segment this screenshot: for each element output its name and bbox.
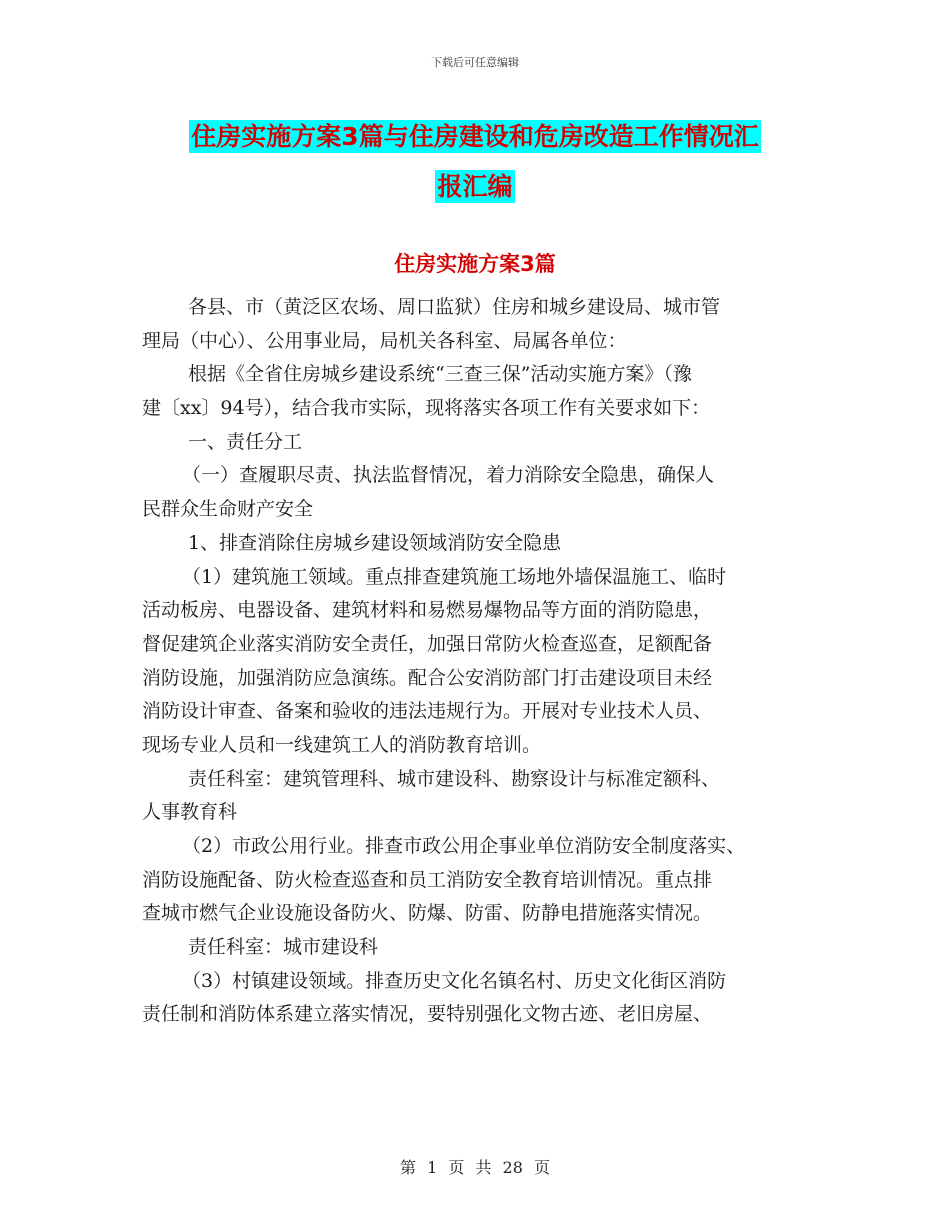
paragraph-line: （3）村镇建设领域。排查历史文化名镇名村、历史文化街区消防: [182, 969, 727, 992]
title-line-2: 报汇编: [437, 172, 513, 201]
paragraph-line: 根据《全省住房城乡建设系统“三查三保”活动实施方案》（豫: [188, 363, 692, 386]
paragraph-line: 责任科室：城市建设科: [188, 936, 379, 959]
section-title: 住房实施方案3篇: [394, 252, 556, 276]
paragraph-line: 责任制和消防体系建立落实情况，要特别强化文物古迹、老旧房屋、: [142, 1003, 713, 1026]
document-body: [142, 291, 832, 1032]
paragraph-line: 民群众生命财产安全: [142, 498, 314, 521]
paragraph-line: 活动板房、电器设备、建筑材料和易燃易爆物品等方面的消防隐患，: [142, 599, 713, 622]
paragraph-line: 人事教育科: [142, 801, 238, 824]
paragraph-line: 督促建筑企业落实消防安全责任，加强日常防火检查巡查，足额配备: [142, 632, 713, 655]
document-title: [0, 112, 950, 212]
header-note: 下载后可任意编辑: [431, 56, 519, 69]
page-footer: 第 1 页 共 28 页: [400, 1158, 550, 1177]
paragraph-line: 消防设施，加强消防应急演练。配合公安消防部门打击建设项目未经: [142, 666, 713, 689]
paragraph-line: 查城市燃气企业设施设备防火、防爆、防雷、防静电措施落实情况。: [142, 902, 713, 925]
paragraph-line: 消防设计审查、备案和验收的违法违规行为。开展对专业技术人员、: [142, 700, 713, 723]
paragraph-line: （一）查履职尽责、执法监督情况，着力消除安全隐患，确保人: [182, 464, 715, 487]
section-heading: 一、责任分工: [188, 430, 303, 453]
paragraph-line: （2）市政公用行业。排查市政公用企事业单位消防安全制度落实、: [182, 835, 746, 857]
title-line-1: 住房实施方案3篇与住房建设和危房改造工作情况汇: [191, 122, 759, 151]
paragraph-line: 现场专业人员和一线建筑工人的消防教育培训。: [142, 733, 542, 756]
paragraph-line: 1、排查消除住房城乡建设领域消防安全隐患: [188, 531, 562, 554]
paragraph-line: （1）建筑施工领域。重点排查建筑施工场地外墙保温施工、临时: [182, 565, 727, 588]
paragraph-line: 各县、市（黄泛区农场、周口监狱）住房和城乡建设局、城市管: [188, 296, 721, 318]
paragraph-line: 建〔xx〕94号），结合我市实际，现将落实各项工作有关要求如下：: [142, 397, 711, 420]
paragraph-line: 责任科室：建筑管理科、城市建设科、勘察设计与标准定额科、: [188, 767, 721, 790]
paragraph-line: 消防设施配备、防火检查巡查和员工消防安全教育培训情况。重点排: [142, 868, 713, 891]
paragraph-line: 理局（中心）、公用事业局，局机关各科室、局属各单位：: [142, 329, 627, 352]
